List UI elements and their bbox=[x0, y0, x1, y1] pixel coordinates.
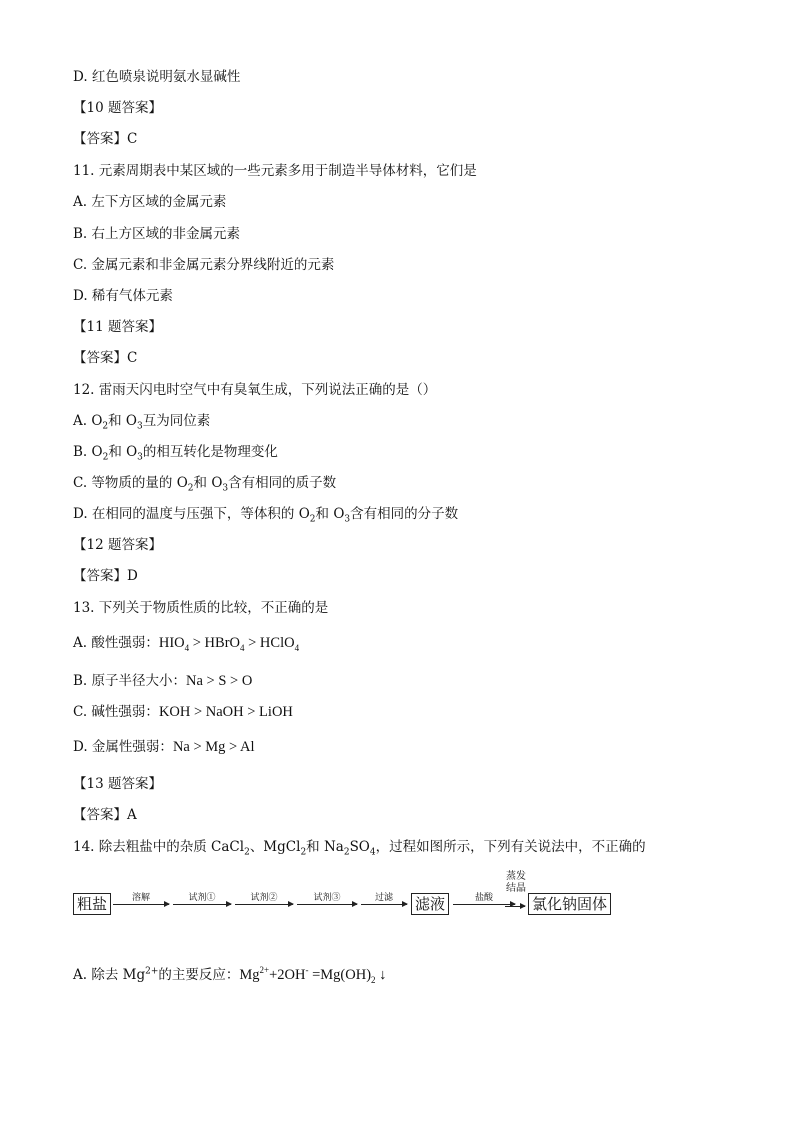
q11-option-d: D. 稀有气体元素 bbox=[73, 288, 173, 304]
q11-stem: 11. 元素周期表中某区域的一些元素多用于制造半导体材料，它们是 bbox=[73, 163, 477, 179]
text: ↓ bbox=[375, 967, 387, 983]
text: D. 金属性强弱： bbox=[73, 739, 173, 755]
flow-arrow bbox=[297, 904, 357, 905]
subscript: 2 bbox=[300, 847, 307, 858]
q12-answer: 【答案】D bbox=[73, 568, 138, 584]
subscript: 3 bbox=[137, 452, 143, 463]
flow-arrow bbox=[505, 906, 525, 907]
text: B. 原子半径大小： bbox=[73, 673, 187, 689]
q13-answer-heading: 【13 题答案】 bbox=[73, 776, 162, 792]
q13-answer: 【答案】A bbox=[73, 807, 137, 823]
flow-arrow bbox=[361, 904, 407, 905]
text: 的相互转化是物理变化 bbox=[142, 444, 278, 460]
text: 互为同位素 bbox=[142, 413, 211, 429]
q14-stem bbox=[73, 838, 646, 856]
flow-label-reagent-2: 试剂② bbox=[250, 893, 278, 903]
text: Mg bbox=[239, 967, 260, 983]
subscript: 2 bbox=[343, 847, 350, 858]
text: 和 O bbox=[193, 475, 223, 491]
q11-answer-heading: 【11 题答案】 bbox=[73, 319, 162, 335]
flow-arrow bbox=[113, 904, 169, 905]
text: =Mg(OH) bbox=[308, 967, 372, 983]
text: C. 碱性强弱： bbox=[73, 704, 159, 720]
q11-option-a: A. 左下方区域的金属元素 bbox=[73, 194, 227, 210]
q12-option-d bbox=[73, 505, 458, 523]
flow-box-crude-salt: 粗盐 bbox=[73, 893, 111, 915]
q13-option-c bbox=[73, 703, 293, 721]
flow-label-reagent-1: 试剂① bbox=[188, 893, 216, 903]
text: +2OH bbox=[269, 967, 306, 983]
text: 和 O bbox=[108, 413, 137, 429]
q11-answer: 【答案】C bbox=[73, 350, 138, 366]
text: A. 除去 Mg bbox=[73, 967, 146, 983]
subscript: 2 bbox=[371, 974, 376, 985]
q11-option-c: C. 金属元素和非金属元素分界线附近的元素 bbox=[73, 257, 335, 273]
formula: KOH > NaOH > LiOH bbox=[158, 704, 293, 720]
text: D. 在相同的温度与压强下，等体积的 O bbox=[73, 506, 310, 522]
subscript: 4 bbox=[184, 642, 190, 653]
text: HIO bbox=[158, 635, 185, 651]
q13-option-b bbox=[73, 672, 252, 690]
text: 含有相同的分子数 bbox=[350, 506, 459, 522]
subscript: 3 bbox=[222, 483, 229, 494]
flow-arrow bbox=[173, 904, 231, 905]
subscript: 3 bbox=[344, 514, 351, 525]
text: > HBrO bbox=[189, 635, 240, 651]
flow-label-dissolve: 溶解 bbox=[131, 893, 150, 903]
superscript: - bbox=[305, 965, 309, 976]
q13-stem: 13. 下列关于物质性质的比较，不正确的是 bbox=[73, 600, 329, 616]
subscript: 4 bbox=[294, 642, 300, 653]
flow-label-reagent-3: 试剂③ bbox=[313, 893, 341, 903]
flow-box-nacl-solid: 氯化钠固体 bbox=[528, 893, 611, 915]
q10-option-d: D. 红色喷泉说明氨水显碱性 bbox=[73, 69, 241, 85]
text: 和 Na bbox=[306, 839, 344, 855]
q12-stem: 12. 雷雨天闪电时空气中有臭氧生成，下列说法正确的是（） bbox=[73, 382, 437, 398]
text: A. O bbox=[73, 413, 103, 429]
text: C. 等物质的量的 O bbox=[73, 475, 188, 491]
process-flow-diagram bbox=[73, 871, 618, 925]
text: 14. 除去粗盐中的杂质 CaCl bbox=[73, 839, 245, 855]
flow-label-hcl: 盐酸 bbox=[474, 893, 493, 903]
q14-option-a bbox=[73, 966, 386, 984]
q13-option-a bbox=[73, 634, 299, 652]
text: A. 酸性强弱： bbox=[73, 635, 159, 651]
subscript: 2 bbox=[102, 421, 109, 432]
flow-box-filtrate: 滤液 bbox=[411, 893, 449, 915]
q12-answer-heading: 【12 题答案】 bbox=[73, 537, 162, 553]
q12-option-a bbox=[73, 412, 210, 430]
subscript: 4 bbox=[240, 642, 245, 653]
text: 和 O bbox=[108, 444, 138, 460]
q12-option-c bbox=[73, 474, 336, 492]
text: 和 O bbox=[315, 506, 345, 522]
q13-option-d bbox=[73, 738, 255, 756]
text: 含有相同的质子数 bbox=[228, 475, 337, 491]
subscript: 2 bbox=[102, 452, 109, 463]
equation bbox=[239, 967, 386, 983]
text: > HClO bbox=[244, 635, 295, 651]
subscript: 2 bbox=[187, 483, 194, 494]
q11-option-b: B. 右上方区域的非金属元素 bbox=[73, 226, 241, 242]
text: 的主要反应： bbox=[158, 967, 240, 983]
text: 、MgCl bbox=[249, 839, 301, 855]
flow-arrow bbox=[453, 904, 515, 905]
flow-arrow bbox=[235, 904, 293, 905]
subscript: 2 bbox=[244, 847, 250, 858]
formula: Na > S > O bbox=[186, 673, 253, 689]
formula bbox=[159, 635, 299, 651]
text: ，过程如图所示，下列有关说法中，不正确的 bbox=[375, 839, 646, 855]
flow-label-filter: 过滤 bbox=[374, 893, 393, 903]
flow-label-evaporate: 蒸发 bbox=[506, 871, 526, 882]
subscript: 2 bbox=[309, 514, 316, 525]
flow-label-crystallize: 结晶 bbox=[506, 883, 526, 894]
q10-answer: 【答案】C bbox=[73, 131, 138, 147]
subscript: 3 bbox=[137, 421, 143, 432]
q12-option-b bbox=[73, 443, 278, 461]
q10-answer-heading: 【10 题答案】 bbox=[73, 100, 162, 116]
superscript: 2+ bbox=[145, 966, 159, 977]
formula: Na > Mg > Al bbox=[172, 739, 255, 755]
text: SO bbox=[349, 839, 370, 855]
superscript: 2+ bbox=[259, 965, 270, 976]
text: B. O bbox=[73, 444, 103, 460]
subscript: 4 bbox=[369, 847, 376, 858]
